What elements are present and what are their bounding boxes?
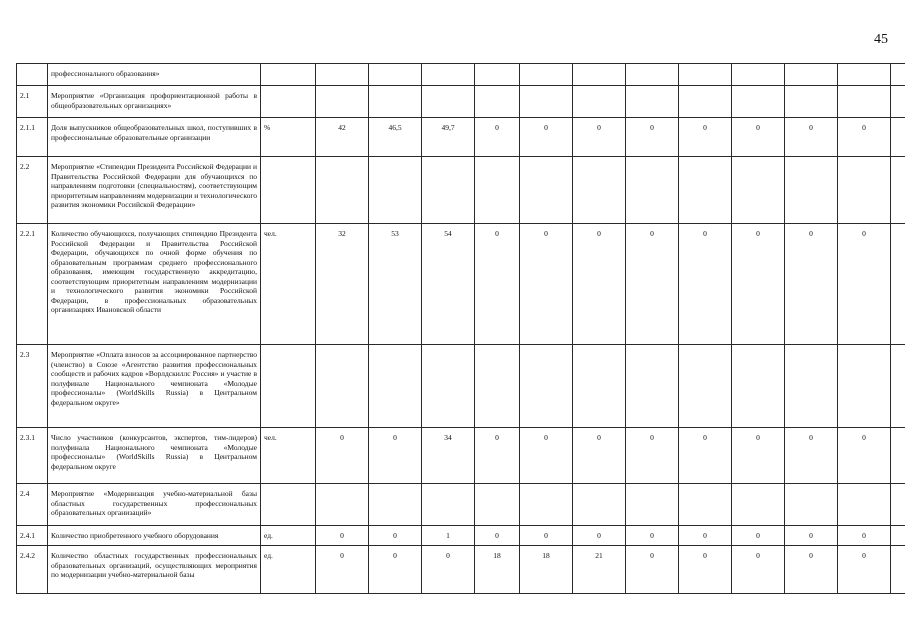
row-value [679,157,732,224]
row-value [732,86,785,118]
row-description: Количество приобретенного учебного оборудования [48,526,261,546]
row-description: Количество областных государственных профессиональных образовательных организаций, осуществляющих мероприятия по модернизации учебно-материальной базы [48,546,261,594]
row-value [785,484,838,526]
row-value [732,484,785,526]
row-value [316,64,369,86]
table-row [17,64,905,86]
row-description: Мероприятие «Организация профориентационной работы в общеобразовательных организациях» [48,86,261,118]
table-row [17,118,905,157]
row-value [422,64,475,86]
row-value: 0 [573,428,626,484]
row-value: 0 [369,526,422,546]
row-unit [261,345,316,428]
row-value: 0 [573,118,626,157]
row-value [891,484,905,526]
row-value: 49,7 [422,118,475,157]
row-value: 0 [838,428,891,484]
row-value [520,86,573,118]
row-value [422,86,475,118]
row-description: Мероприятие «Стипендии Президента Российской Федерации и Правительства Российской Федерации для обучающихся по направлениям подготовки (специальностям), соответствующим приоритетным направлениям модернизации и технологического развития экономики Российской Федерации» [48,157,261,224]
table-row [17,428,905,484]
row-value: 0 [626,118,679,157]
row-value: 0 [475,428,520,484]
row-code: 2.3.1 [17,428,48,484]
row-value: 54 [422,224,475,345]
row-value [475,484,520,526]
row-unit [261,86,316,118]
row-value [626,86,679,118]
row-value [422,157,475,224]
row-value: 0 [785,546,838,594]
row-value: 0 [732,526,785,546]
row-code [17,64,48,86]
row-value [520,345,573,428]
row-description: Количество обучающихся, получающих стипендию Президента Российской Федерации и Правительства Российской Федерации, обучающихся по очной форме обучения по образовательным программам среднего профессионального образования, имеющим государственную аккредитацию, соответствующим приоритетным направлениям модернизации и технологического развития экономики Российской Федерации, в профессиональных образовательных организациях Ивановской области [48,224,261,345]
row-value: 18 [520,546,573,594]
table-row [17,86,905,118]
row-value [891,345,905,428]
row-value [679,345,732,428]
row-value [626,64,679,86]
row-value [316,157,369,224]
row-value [626,484,679,526]
row-value: 0 [679,526,732,546]
table-body [17,64,905,594]
row-value: 0 [838,224,891,345]
row-value [369,345,422,428]
row-value: 0 [785,224,838,345]
row-code: 2.1.1 [17,118,48,157]
row-value [520,64,573,86]
row-value [475,345,520,428]
row-unit: ед. [261,526,316,546]
row-value: 0 [838,526,891,546]
row-value [573,345,626,428]
row-value: 0 [626,546,679,594]
row-value: 0 [626,526,679,546]
row-description: профессионального образования» [48,64,261,86]
row-value [891,157,905,224]
row-value: 21 [573,546,626,594]
row-value: 0 [475,118,520,157]
table-row [17,224,905,345]
row-value [838,64,891,86]
row-value [838,157,891,224]
page-number: 45 [874,32,888,47]
row-value [316,345,369,428]
row-value [838,484,891,526]
row-value [679,64,732,86]
row-code: 2.3 [17,345,48,428]
row-unit: % [261,118,316,157]
row-value: 46,5 [369,118,422,157]
row-value: 0 [732,546,785,594]
row-description: Доля выпускников общеобразовательных школ, поступивших в профессиональные образовательные организации [48,118,261,157]
row-value [785,86,838,118]
row-unit: ед. [261,546,316,594]
row-code: 2.2.1 [17,224,48,345]
row-value: 0 [785,526,838,546]
row-value: 0 [475,224,520,345]
indicators-table [16,63,905,594]
row-value [369,64,422,86]
row-code: 2.2 [17,157,48,224]
row-value: 0 [520,526,573,546]
row-description: Мероприятие «Модернизация учебно-материальной базы областных государственных профессиональных образовательных организаций» [48,484,261,526]
row-value [679,484,732,526]
row-value [520,157,573,224]
row-value: 0 [838,546,891,594]
row-value: 0 [369,428,422,484]
row-value [422,484,475,526]
table-row [17,157,905,224]
row-value: 0 [838,118,891,157]
row-value [475,86,520,118]
row-value: 0 [679,546,732,594]
row-value: 18 [475,546,520,594]
row-value [573,157,626,224]
row-value [732,157,785,224]
row-code: 2.1 [17,86,48,118]
row-value: 0 [316,546,369,594]
row-value: 0 [573,224,626,345]
row-value [891,86,905,118]
row-value: 0 [520,428,573,484]
row-value: 0 [573,526,626,546]
row-value: 0 [732,428,785,484]
row-value [891,428,905,484]
row-value [475,64,520,86]
row-description: Число участников (конкурсантов, экспертов, тим-лидеров) полуфинала Национального чемпионата «Молодые профессионалы» (WorldSkills Russia) в Центральном федеральном округе [48,428,261,484]
row-unit: чел. [261,428,316,484]
row-unit: чел. [261,224,316,345]
row-value: 0 [626,428,679,484]
row-value [573,484,626,526]
row-value: 0 [626,224,679,345]
row-code: 2.4.1 [17,526,48,546]
row-value [520,484,573,526]
row-value [891,526,905,546]
row-value [626,345,679,428]
row-value [369,86,422,118]
row-value: 0 [679,224,732,345]
row-value: 53 [369,224,422,345]
row-value [838,345,891,428]
row-code: 2.4.2 [17,546,48,594]
row-value [838,86,891,118]
row-value [369,484,422,526]
row-value [369,157,422,224]
row-unit [261,484,316,526]
table-row [17,484,905,526]
row-value [316,484,369,526]
row-value [785,64,838,86]
table-row [17,546,905,594]
table-row [17,526,905,546]
row-value [626,157,679,224]
row-value [785,157,838,224]
row-value: 42 [316,118,369,157]
row-value [573,86,626,118]
row-value [679,86,732,118]
row-value [422,345,475,428]
row-unit [261,64,316,86]
row-value: 32 [316,224,369,345]
row-value: 0 [785,118,838,157]
row-value [891,64,905,86]
row-value [891,546,905,594]
row-value [785,345,838,428]
row-value [732,64,785,86]
row-value: 0 [316,428,369,484]
row-value: 0 [316,526,369,546]
row-value: 0 [520,224,573,345]
row-value: 0 [475,526,520,546]
row-value: 0 [520,118,573,157]
row-value [732,345,785,428]
row-value: 0 [732,224,785,345]
row-value [891,118,905,157]
row-description: Мероприятие «Оплата взносов за ассоциированное партнерство (членство) в Союзе «Агентство развития профессиональных сообществ и рабочих кадров «Ворлдскиллс Россия» и участие в полуфинале Национального чемпионата «Молодые профессионалы» (WorldSkills Russia) в Центральном федеральном округе» [48,345,261,428]
row-value [573,64,626,86]
row-value: 34 [422,428,475,484]
row-value: 0 [785,428,838,484]
row-value [316,86,369,118]
row-value: 0 [679,118,732,157]
row-value: 0 [369,546,422,594]
row-value: 0 [679,428,732,484]
row-value: 0 [422,546,475,594]
row-value [475,157,520,224]
row-value: 1 [422,526,475,546]
row-value: 0 [732,118,785,157]
row-value [891,224,905,345]
row-unit [261,157,316,224]
row-code: 2.4 [17,484,48,526]
table-row [17,345,905,428]
